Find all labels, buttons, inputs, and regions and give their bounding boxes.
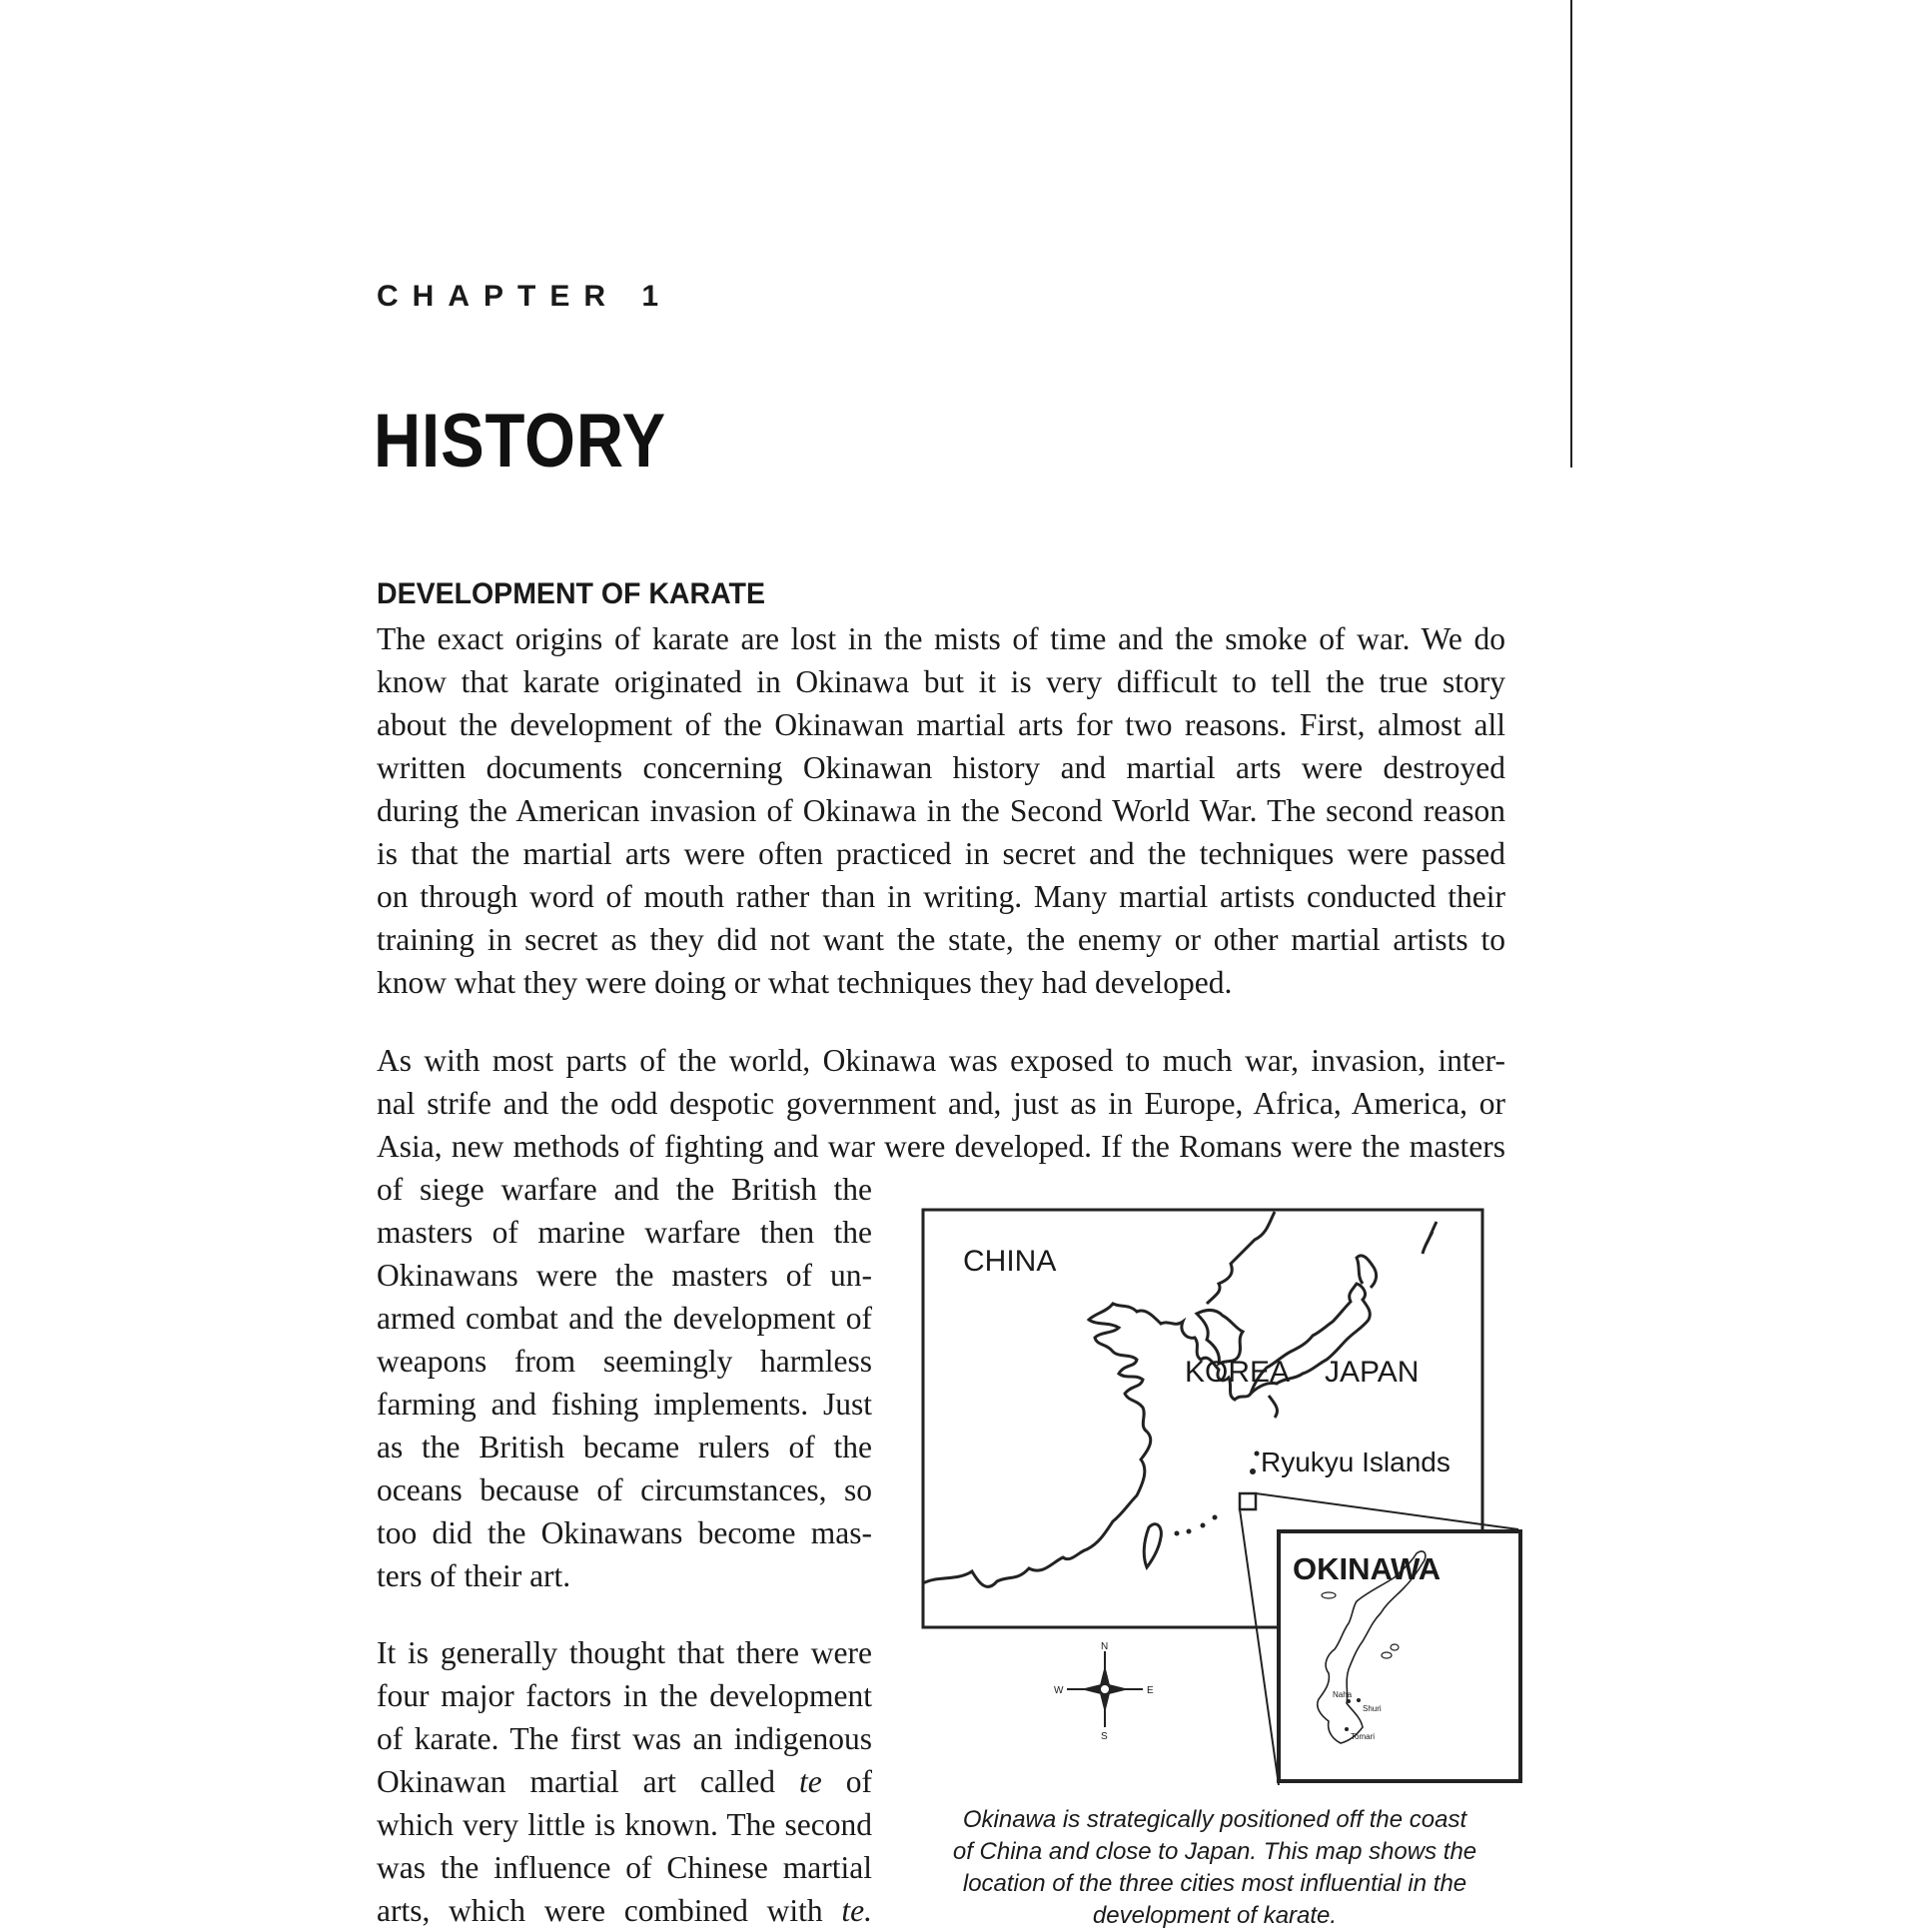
text-line: As with most parts of the world, Okinawa was exposed to much war, invasion, inter- <box>377 1043 1505 1078</box>
text-line: Asia, new methods of fighting and war were developed. If the Romans were the masters <box>377 1129 1505 1164</box>
chapter-label: CHAPTER 1 <box>377 280 673 313</box>
island-dot <box>1187 1529 1192 1534</box>
text-line: written documents concerning Okinawan history and martial arts were destroyed <box>377 750 1505 785</box>
compass-label-w: W <box>1054 1685 1064 1696</box>
text-line: masters of marine warfare then the <box>377 1215 872 1250</box>
text-fragment: of <box>845 1764 872 1799</box>
text-line: oceans because of circumstances, so <box>377 1472 872 1507</box>
text-line: which very little is known. The second <box>377 1807 872 1842</box>
text-line: know that karate originated in Okinawa but it is very difficult to tell the true story <box>377 664 1505 699</box>
text-line: farming and fishing implements. Just <box>377 1387 872 1422</box>
text-line: on through word of mouth rather than in writing. Many martial artists conducted their <box>377 879 1505 914</box>
text-line: as the British became rulers of the <box>377 1430 872 1464</box>
page-edge-rule <box>1570 0 1572 468</box>
text-line: is that the martial arts were often practiced in secret and the techniques were passed <box>377 836 1505 871</box>
map-label-china: CHINA <box>963 1245 1057 1278</box>
map-label-shuri: Shuri <box>1363 1704 1382 1713</box>
map-label-okinawa: OKINAWA <box>1293 1551 1442 1586</box>
text-line: was the influence of Chinese martial <box>377 1850 872 1885</box>
text-line: weapons from seemingly harmless <box>377 1344 872 1379</box>
text-line: about the development of the Okinawan martial arts for two reasons. First, almost all <box>377 707 1505 742</box>
map-label-naha: Naha <box>1333 1690 1353 1699</box>
paragraph-origins <box>377 617 1505 1004</box>
compass-rose <box>1067 1651 1143 1727</box>
text-line: nal strife and the odd despotic government and, just as in Europe, Africa, America, or <box>377 1086 1505 1121</box>
caption-line: of China and close to Japan. This map shows the <box>952 1838 1477 1865</box>
paragraph-warfare-continued <box>377 1168 872 1597</box>
text-line: ters of their art. <box>377 1558 571 1593</box>
compass-label-e: E <box>1147 1685 1154 1696</box>
emphasis-te: te <box>799 1764 822 1799</box>
text-line: of siege warfare and the British the <box>377 1172 872 1207</box>
text-line <box>377 1760 872 1803</box>
caption-line: Okinawa is strategically positioned off the coast <box>962 1806 1467 1833</box>
text-line: too did the Okinawans become mas- <box>377 1515 872 1550</box>
text-line: Okinawans were the masters of un- <box>377 1258 872 1293</box>
chapter-title: HISTORY <box>374 399 666 483</box>
section-heading: DEVELOPMENT OF KARATE <box>377 577 765 610</box>
map-caption <box>917 1804 1512 1932</box>
city-dot-tomari <box>1345 1727 1349 1731</box>
island-dot <box>1213 1515 1218 1520</box>
map-label-japan: JAPAN <box>1325 1356 1420 1389</box>
text-line: armed combat and the development of <box>377 1301 872 1336</box>
island-dot <box>1175 1531 1180 1536</box>
caption-line: location of the three cities most influential in the <box>962 1870 1467 1897</box>
city-dot-shuri <box>1357 1698 1361 1702</box>
island-dot <box>1201 1523 1206 1528</box>
text-fragment: Okinawan martial art called <box>377 1764 776 1799</box>
text-line: during the American invasion of Okinawa in the Second World War. The second reason <box>377 793 1505 828</box>
text-line: It is generally thought that there were <box>377 1635 872 1670</box>
paragraph-factors <box>377 1631 872 1932</box>
city-dot-naha <box>1347 1699 1351 1703</box>
map-label-ryukyu: Ryukyu Islands <box>1261 1447 1450 1477</box>
text-line: know what they were doing or what techniques they had developed. <box>377 965 1233 1000</box>
text-line: four major factors in the development <box>377 1678 872 1713</box>
island-dot <box>1255 1451 1260 1456</box>
okinawa-map-figure <box>917 1204 1526 1785</box>
compass-label-n: N <box>1101 1641 1109 1652</box>
text-line: The exact origins of karate are lost in the mists of time and the smoke of war. We do <box>377 621 1505 656</box>
emphasis-te: te. <box>841 1893 872 1928</box>
text-line: of karate. The first was an indigenous <box>377 1721 872 1756</box>
paragraph-warfare <box>377 1039 1505 1168</box>
region-map <box>917 1204 1526 1785</box>
caption-line: development of karate. <box>1092 1902 1338 1929</box>
compass-label-s: S <box>1101 1731 1108 1742</box>
text-fragment: arts, which were combined with <box>377 1893 823 1928</box>
map-label-tomari: Tomari <box>1351 1732 1376 1741</box>
map-label-korea: KOREA <box>1185 1356 1291 1389</box>
island-dot <box>1250 1468 1256 1474</box>
text-line: training in secret as they did not want the state, the enemy or other martial artists to <box>377 922 1505 957</box>
